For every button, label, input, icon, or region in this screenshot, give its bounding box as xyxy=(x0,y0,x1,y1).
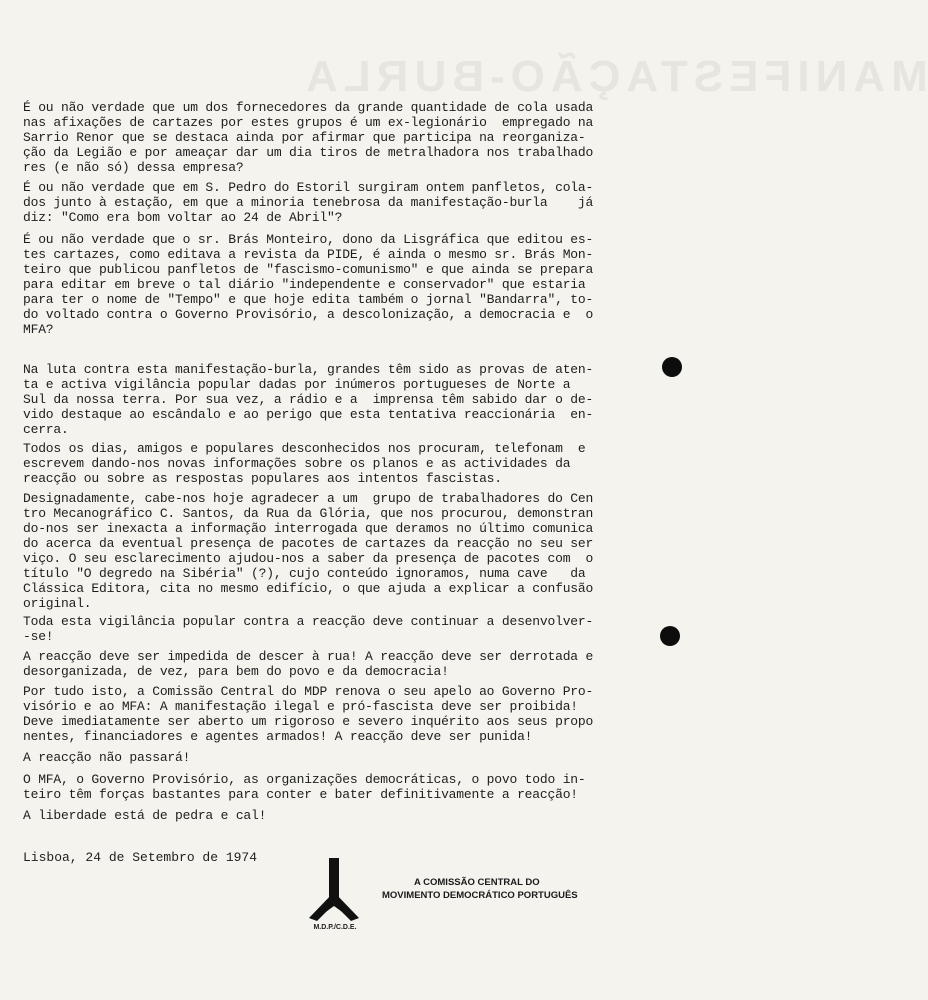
signature-line-1: A COMISSÃO CENTRAL DO xyxy=(414,877,540,888)
paragraph-1: É ou não verdade que um dos fornecedores da grande quantidade de cola usada nas afixações de cartazes por estes grupos é um ex-legionário empregado na Sarrio Renor que se destaca ainda por afirmar que participa na reorganiza- ção da Legião e por ameaçar dar um dia tiros de metralhadora nos trabalhado res (e não só) dessa empresa? xyxy=(23,100,594,175)
paragraph-9: Por tudo isto, a Comissão Central do MDP renova o seu apelo ao Governo Pro- visório e ao MFA: A manifestação ilegal e pró-fascista deve ser proibida! Deve imediatamente ser aberto um rigoroso e severo inquérito aos seus propo nentes, financiadores e agentes armados! A reacção deve ser punida! xyxy=(23,684,594,744)
paragraph-2: É ou não verdade que em S. Pedro do Estoril surgiram ontem panfletos, cola- dos junto à estação, em que a minoria tenebrosa da manifestação-burla já diz: "Como era bom voltar ao 24 de Abril"? xyxy=(23,180,594,225)
paragraph-8: A reacção deve ser impedida de descer à rua! A reacção deve ser derrotada e desorganizada, de vez, para bem do povo e da democracia! xyxy=(23,649,594,679)
paragraph-4: Na luta contra esta manifestação-burla, grandes têm sido as provas de aten- ta e activa vigilância popular dadas por inúmeros portugueses de Norte a Sul da nossa terra. Por sua vez, a rádio e a imprensa têm sabido dar o de- vido destaque ao escândalo e ao perigo que esta tentativa reaccionária en- cerra. xyxy=(23,362,594,437)
paragraph-11: O MFA, o Governo Provisório, as organizações democráticas, o povo todo in- teiro têm forças bastantes para conter e bater definitivamente a reacção! xyxy=(23,772,586,802)
logo-caption: M.D.P./C.D.E. xyxy=(313,924,357,931)
paragraph-10: A reacção não passará! xyxy=(23,750,191,765)
punch-hole-top xyxy=(662,357,682,377)
paragraph-5: Todos os dias, amigos e populares desconhecidos nos procuram, telefonam e escrevem dando-nos novas informações sobre os planos e as actividades da reacção ou sobre as respostas populares aos intentos fascistas. xyxy=(23,441,586,486)
signature-line-2: MOVIMENTO DEMOCRÁTICO PORTUGUÊS xyxy=(382,890,578,901)
paragraph-3: É ou não verdade que o sr. Brás Monteiro, dono da Lisgráfica que editou es- tes cartazes, como editava a revista da PIDE, é ainda o mesmo sr. Brás Mon- teiro que publicou panfletos de "fascismo-comunismo" e que ainda se prepara para editar em breve o tal diário "independente e conservador" que estaria para ter o nome de "Tempo" e que hoje edita também o jornal "Bandarra", to- do voltado contra o Governo Provisório, a descolonização, a democracia e o MFA? xyxy=(23,232,594,337)
paragraph-6: Designadamente, cabe-nos hoje agradecer a um grupo de trabalhadores do Cen tro Mecanográfico C. Santos, da Rua da Glória, que nos procurou, demonstran do-nos ser inexacta a informação interrogada que deramos no último comunica do acerca da eventual presença de pacotes de cartazes da reacção no seu ser viço. O seu esclarecimento ajudou-nos a saber da presença de pacotes com o título "O degredo na Sibéria" (?), cujo conteúdo ignoramos, numa cave da Clássica Editora, cita no mesmo edifício, o que ajuda a explicar a confusão original. xyxy=(23,491,594,611)
mdp-logo-icon xyxy=(305,858,363,924)
bleed-through-heading: MANIFESTAÇÃO-BURLA xyxy=(300,52,928,101)
paragraph-12: A liberdade está de pedra e cal! xyxy=(23,808,267,823)
signature-block xyxy=(382,876,592,902)
date-line: Lisboa, 24 de Setembro de 1974 xyxy=(23,850,258,865)
paragraph-7: Toda esta vigilância popular contra a reacção deve continuar a desenvolver- -se! xyxy=(23,614,594,644)
punch-hole-bottom xyxy=(660,626,680,646)
